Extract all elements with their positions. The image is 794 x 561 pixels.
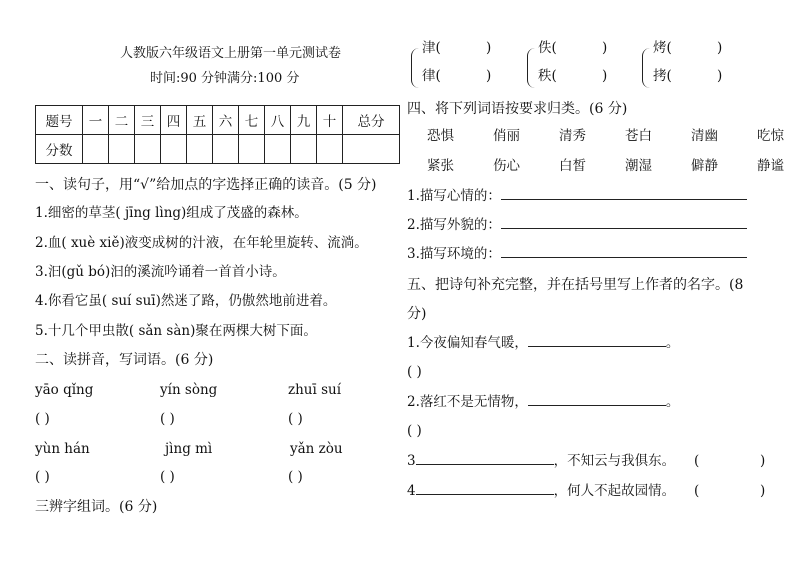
table-cell: 一 — [83, 106, 109, 135]
char-close: ) — [486, 40, 492, 56]
score-table — [35, 105, 400, 164]
table-cell: 四 — [161, 106, 187, 135]
author-paren[interactable]: ( ) — [407, 423, 422, 439]
pinyin-label: jìng mì — [165, 441, 213, 457]
table-cell: 二 — [109, 106, 135, 135]
score-cell[interactable] — [83, 135, 109, 164]
poem-question — [407, 485, 675, 499]
word-row — [427, 130, 794, 144]
brace-mark — [642, 48, 652, 88]
score-cell[interactable] — [161, 135, 187, 164]
table-cell: 五 — [187, 106, 213, 135]
author-paren-open[interactable]: ( — [694, 453, 700, 469]
exam-meta: 时间:90 分钟满分:100 分 — [150, 71, 300, 86]
word-item: 吃惊 — [757, 128, 784, 144]
section-heading-5-cont: 分) — [407, 306, 427, 322]
answer-paren[interactable]: ( ) — [35, 411, 50, 427]
answer-line[interactable] — [501, 257, 747, 258]
char-close: ) — [486, 68, 492, 84]
word-item: 清秀 — [559, 128, 586, 144]
char-close: ) — [602, 68, 608, 84]
answer-line[interactable] — [416, 464, 554, 465]
answer-line[interactable] — [501, 199, 747, 200]
char-close: ) — [717, 68, 723, 84]
poem-line: 2.落红不是无情物， — [407, 394, 528, 410]
word-item: 白皙 — [559, 158, 586, 174]
score-cell[interactable] — [109, 135, 135, 164]
char-item: 律( — [422, 68, 441, 84]
poem-question — [407, 396, 679, 410]
pinyin-label: yāo qǐng — [35, 382, 94, 398]
table-cell: 九 — [291, 106, 317, 135]
char-item: 津( — [422, 40, 441, 56]
author-paren-open[interactable]: ( — [694, 483, 700, 499]
word-item: 潮湿 — [625, 158, 652, 174]
answer-line[interactable] — [528, 346, 666, 347]
score-cell[interactable] — [265, 135, 291, 164]
score-cell[interactable] — [343, 135, 400, 164]
poem-line: ，不知云与我俱东。 — [553, 453, 676, 469]
classify-label: 3.描写环境的： — [407, 246, 501, 262]
score-cell[interactable] — [291, 135, 317, 164]
pinyin-label: yùn hán — [35, 441, 90, 457]
answer-line[interactable] — [501, 228, 747, 229]
score-cell[interactable] — [135, 135, 161, 164]
word-item: 恐惧 — [427, 128, 454, 144]
char-item: 秩( — [538, 68, 557, 84]
pinyin-label: zhuī suí — [288, 382, 342, 398]
table-cell: 八 — [265, 106, 291, 135]
score-cell[interactable] — [317, 135, 343, 164]
word-item: 清幽 — [691, 128, 718, 144]
word-item: 静谧 — [757, 158, 784, 174]
table-cell: 十 — [317, 106, 343, 135]
section-heading-3: 三辨字组词。(6 分) — [35, 499, 158, 515]
brace-mark — [411, 48, 421, 88]
table-row — [36, 135, 400, 164]
question-item: 1.细密的草茎( jīng lìng)组成了茂盛的森林。 — [35, 205, 308, 221]
char-item: 拷( — [653, 68, 672, 84]
end-mark: 。 — [665, 394, 680, 410]
table-cell: 题号 — [36, 106, 83, 135]
section-heading-5: 五、把诗句补充完整，并在括号里写上作者的名字。(8 — [407, 277, 744, 293]
author-paren[interactable]: ( ) — [407, 364, 422, 380]
score-cell[interactable] — [187, 135, 213, 164]
question-item: 5.十几个甲虫散( sǎn sàn)聚在两棵大树下面。 — [35, 323, 317, 339]
char-item: 佚( — [538, 40, 557, 56]
question-item: 2.血( xuè xiě)液变成树的汁液，在年轮里旋转、流淌。 — [35, 235, 368, 251]
answer-line[interactable] — [528, 405, 666, 406]
poem-question — [407, 455, 675, 469]
answer-paren[interactable]: ( ) — [35, 469, 50, 485]
page-title: 人教版六年级语文上册第一单元测试卷 — [120, 46, 342, 61]
author-paren-close: ) — [760, 483, 766, 499]
classify-label: 2.描写外貌的： — [407, 217, 501, 233]
question-item: 4.你看它虽( suí suī)然迷了路，仍傲然地前进着。 — [35, 293, 337, 309]
score-cell[interactable] — [213, 135, 239, 164]
section-heading-2: 二、读拼音，写词语。(6 分) — [35, 352, 214, 368]
poem-line: ，何人不起故园情。 — [553, 483, 676, 499]
answer-paren[interactable]: ( ) — [288, 469, 303, 485]
pinyin-label: yín sòng — [160, 382, 218, 398]
answer-paren[interactable]: ( ) — [288, 411, 303, 427]
answer-line[interactable] — [416, 494, 554, 495]
table-cell: 六 — [213, 106, 239, 135]
table-row — [36, 106, 400, 135]
word-item: 苍白 — [625, 128, 652, 144]
author-paren-close: ) — [760, 453, 766, 469]
classify-label: 1.描写心情的： — [407, 188, 501, 204]
answer-paren[interactable]: ( ) — [160, 411, 175, 427]
table-cell: 分数 — [36, 135, 83, 164]
char-close: ) — [717, 40, 723, 56]
word-item: 紧张 — [427, 158, 454, 174]
word-row — [427, 160, 794, 174]
poem-question — [407, 337, 679, 351]
end-mark: 。 — [665, 335, 680, 351]
question-item: 3.汩(gǔ bó)汩的溪流吟诵着一首首小诗。 — [35, 264, 286, 280]
question-number: 3 — [407, 453, 416, 469]
classify-item — [407, 248, 747, 262]
score-cell[interactable] — [239, 135, 265, 164]
question-number: 4 — [407, 483, 416, 499]
table-cell: 总分 — [343, 106, 400, 135]
pinyin-label: yǎn zòu — [290, 441, 343, 457]
word-item: 俏丽 — [493, 128, 520, 144]
brace-mark — [527, 48, 537, 88]
table-cell: 三 — [135, 106, 161, 135]
classify-item — [407, 219, 747, 233]
table-cell: 七 — [239, 106, 265, 135]
char-item: 烤( — [653, 40, 672, 56]
classify-item — [407, 190, 747, 204]
word-item: 伤心 — [493, 158, 520, 174]
char-close: ) — [602, 40, 608, 56]
poem-line: 1.今夜偏知春气暖， — [407, 335, 528, 351]
word-item: 僻静 — [691, 158, 718, 174]
section-heading-4: 四、将下列词语按要求归类。(6 分) — [407, 101, 628, 117]
answer-paren[interactable]: ( ) — [160, 469, 175, 485]
section-heading-1: 一、读句子，用“√”给加点的字选择正确的读音。(5 分) — [35, 177, 377, 193]
